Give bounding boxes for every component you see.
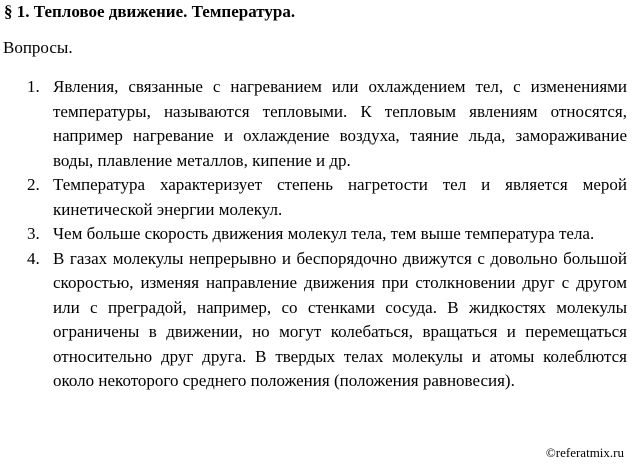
list-item-text: Чем больше скорость движения молекул тела, тем выше температура тела. [53, 224, 595, 243]
list-item-1 [0, 75, 627, 173]
list-item-2 [0, 173, 627, 222]
list-item-text: В газах молекулы непрерывно и беспорядочно движутся с довольно большой скоростью, изменяя направление движения при столкновении друг с другом или с преградой, например, со стенками сосуда. В жидкостях молекулы ограничены в движении, но могут колебаться, вращаться и перемещаться относительно друг друга. В твердых телах молекулы и атомы колеблются около некоторого среднего положения (положения равновесия). [53, 248, 627, 390]
list-item-3 [0, 222, 627, 247]
list-item-text: Явления, связанные с нагреванием или охлаждением тел, с изменениями температуры, называются тепловыми. К тепловым явлениям относятся, например нагревание и охлаждение воздуха, таяние льда, замораживание воды, плавление металлов, кипение и др. [53, 77, 627, 170]
list-item-4 [0, 247, 627, 394]
list-item-text: Температура характеризует степень нагретости тел и является мерой кинетической энергии молекул. [53, 175, 627, 219]
list-item-number: 4. [27, 248, 40, 268]
list-item-number: 1. [27, 77, 40, 96]
watermark-text: ©referatmix.ru [545, 445, 624, 460]
list-item-number: 3. [27, 224, 40, 243]
page-title: § 1. Тепловое движение. Температура. [4, 2, 296, 21]
list-item-number: 2. [27, 175, 40, 194]
section-subtitle: Вопросы. [3, 38, 73, 57]
answers-list [0, 75, 636, 394]
